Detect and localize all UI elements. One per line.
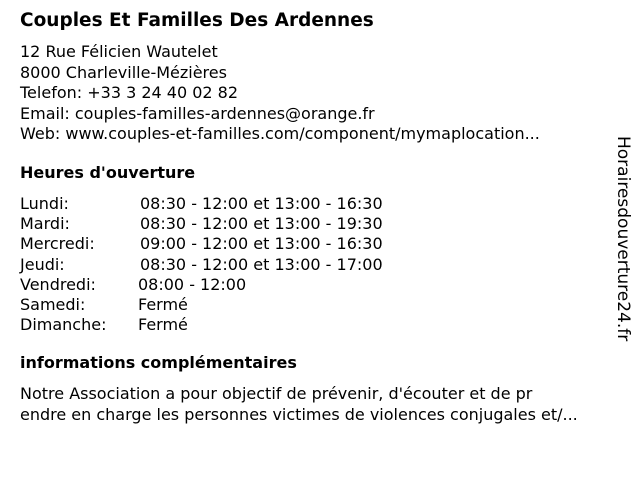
hours-value: 08:30 - 12:00 et 13:00 - 16:30 <box>140 194 383 213</box>
info-line: Notre Association a pour objectif de prévenir, d'écouter et de pr <box>20 384 533 403</box>
email-text: Email: couples-familles-ardennes@orange.fr <box>20 103 375 123</box>
hours-value: 08:30 - 12:00 et 13:00 - 19:30 <box>140 214 383 234</box>
day-label: Jeudi: <box>20 254 65 274</box>
day-label: Mardi: <box>20 214 70 234</box>
web-text: Web: www.couples-et-familles.com/component/mymaplocation... <box>20 124 540 143</box>
day-label: Lundi: <box>20 194 69 213</box>
info-description <box>20 383 578 425</box>
info-heading: informations complémentaires <box>20 353 297 372</box>
day-label: Dimanche: <box>20 315 107 335</box>
hours-value: Fermé <box>138 294 188 314</box>
hours-value: 08:30 - 12:00 et 13:00 - 17:00 <box>140 254 383 274</box>
contact-block <box>20 42 540 145</box>
hours-value: Fermé <box>138 315 188 335</box>
address-street: 12 Rue Félicien Wautelet <box>20 42 218 61</box>
side-brand-text: Horairesdouverture24.fr <box>613 136 633 342</box>
page-title: Couples Et Familles Des Ardennes <box>20 10 374 31</box>
address-city: 8000 Charleville-Mézières <box>20 62 227 82</box>
phone-text: Telefon: +33 3 24 40 02 82 <box>20 83 239 102</box>
hours-heading: Heures d'ouverture <box>20 163 196 182</box>
day-label: Samedi: <box>20 294 86 314</box>
hours-value: 08:00 - 12:00 <box>138 274 247 294</box>
info-line: endre en charge les personnes victimes de violences conjugales et/... <box>20 405 578 424</box>
hours-value: 09:00 - 12:00 et 13:00 - 16:30 <box>140 234 383 254</box>
day-label: Vendredi: <box>20 274 96 294</box>
day-label: Mercredi: <box>20 234 95 254</box>
